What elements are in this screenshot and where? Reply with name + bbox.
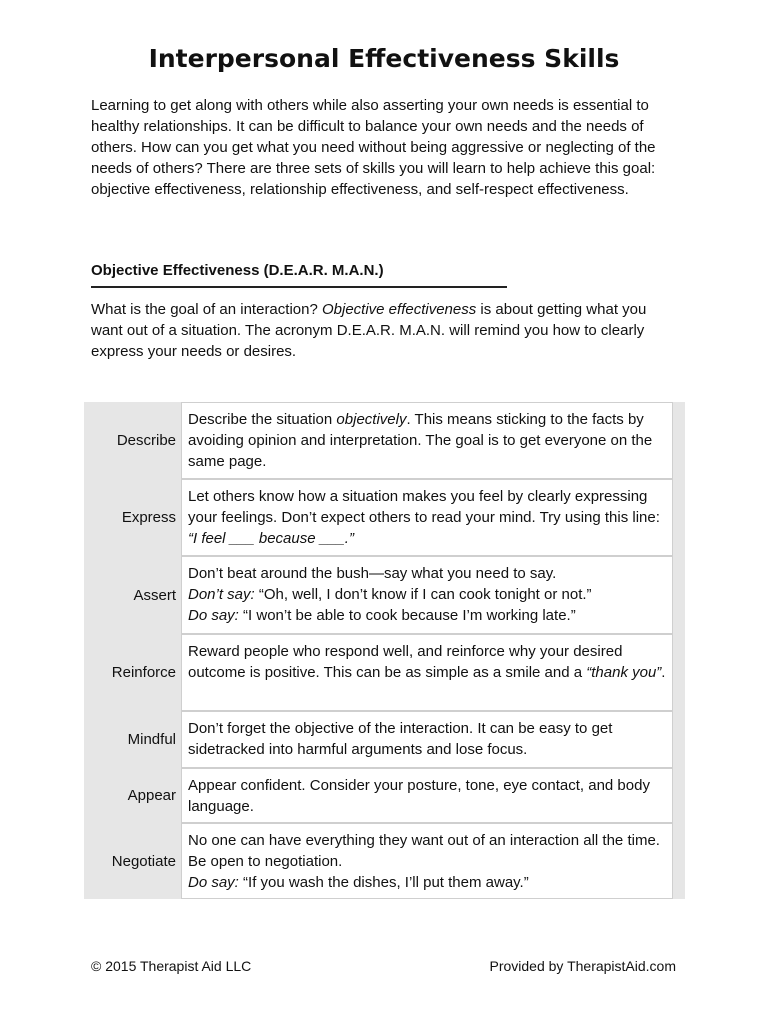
skill-label: Express xyxy=(121,509,176,526)
skill-text: Let others know how a situation makes you feel by clearly expressing your feelings. Don’t expect others to read your mind. Try using this line: xyxy=(188,488,660,526)
footer-copyright: © 2015 Therapist Aid LLC xyxy=(91,958,252,974)
skill-emphasis: objectively xyxy=(336,411,407,428)
goal-text-end: is about getting what you want out of a situation. The acronym D.E.A.R. M.A.N. will remind you how to clearly express your needs or desires. xyxy=(91,301,647,360)
skill-text: Describe the situation xyxy=(188,411,337,428)
intro-paragraph: Learning to get along with others while also asserting your own needs is essential to healthy relationships. It can be difficult to balance your own needs and the needs of others. How can you get what you need without being aggressive or neglecting of the needs of others? There are three sets of skills you will learn to help achieve this goal: objective effectiveness, relationship effectiveness, and self-respect effectiveness. xyxy=(91,97,656,198)
skill-row-negotiate xyxy=(84,823,685,899)
skill-label: Negotiate xyxy=(111,852,176,870)
skill-description xyxy=(181,479,673,556)
page-title: Interpersonal Effectiveness Skills xyxy=(148,44,620,73)
do-say-label: Do say: xyxy=(188,607,239,624)
goal-paragraph xyxy=(91,299,681,362)
skill-emphasis: “I feel ___ because ___.” xyxy=(188,530,354,547)
skill-row-assert xyxy=(84,556,685,634)
goal-text-start: What is the goal of an interaction? xyxy=(91,301,322,318)
do-say-text: “I won’t be able to cook because I’m working late.” xyxy=(238,607,576,624)
skill-label: Mindful xyxy=(127,731,176,748)
skill-label: Assert xyxy=(133,586,176,604)
dont-say-text: “Oh, well, I don’t know if I can cook tonight or not.” xyxy=(254,586,592,603)
skill-row-describe xyxy=(84,402,685,479)
goal-emphasis: Objective effectiveness xyxy=(321,301,477,318)
skill-label: Appear xyxy=(127,787,176,804)
skill-row-reinforce xyxy=(84,634,685,711)
do-say-text: “If you wash the dishes, I’ll put them away.” xyxy=(238,874,529,891)
skill-description xyxy=(181,823,673,899)
skill-row-mindful xyxy=(84,711,685,768)
skill-text: Don’t forget the objective of the interaction. It can be easy to get sidetracked into harmful arguments and lose focus. xyxy=(188,720,613,758)
skill-row-appear xyxy=(84,768,685,823)
skill-text: Appear confident. Consider your posture, tone, eye contact, and body language. xyxy=(188,777,650,815)
footer-provider: Provided by TherapistAid.com xyxy=(489,958,676,974)
skill-text: . xyxy=(661,664,666,681)
skill-description xyxy=(181,634,673,711)
skill-label: Reinforce xyxy=(111,664,176,681)
skill-description xyxy=(181,768,673,823)
do-say-label: Do say: xyxy=(188,874,239,891)
skill-text: Reward people who respond well, and reinforce why your desired outcome is positive. This can be as simple as a smile and a xyxy=(188,643,623,681)
section-heading: Objective Effectiveness (D.E.A.R. M.A.N.) xyxy=(91,260,507,288)
skill-row-express xyxy=(84,479,685,556)
skill-text: No one can have everything they want out of an interaction all the time. Be open to negotiation. xyxy=(188,832,660,870)
dont-say-label: Don’t say: xyxy=(188,586,255,603)
skill-emphasis: “thank you” xyxy=(586,664,662,681)
skill-description xyxy=(181,402,673,479)
skill-description xyxy=(181,556,673,634)
skill-text: . This means sticking to the facts by avoiding opinion and interpretation. The goal is to get everyone on the same page. xyxy=(188,411,653,470)
skill-text: Don’t beat around the bush—say what you need to say. xyxy=(188,565,557,582)
skill-label: Describe xyxy=(116,432,176,449)
skill-description xyxy=(181,711,673,768)
dear-man-table xyxy=(84,402,685,899)
